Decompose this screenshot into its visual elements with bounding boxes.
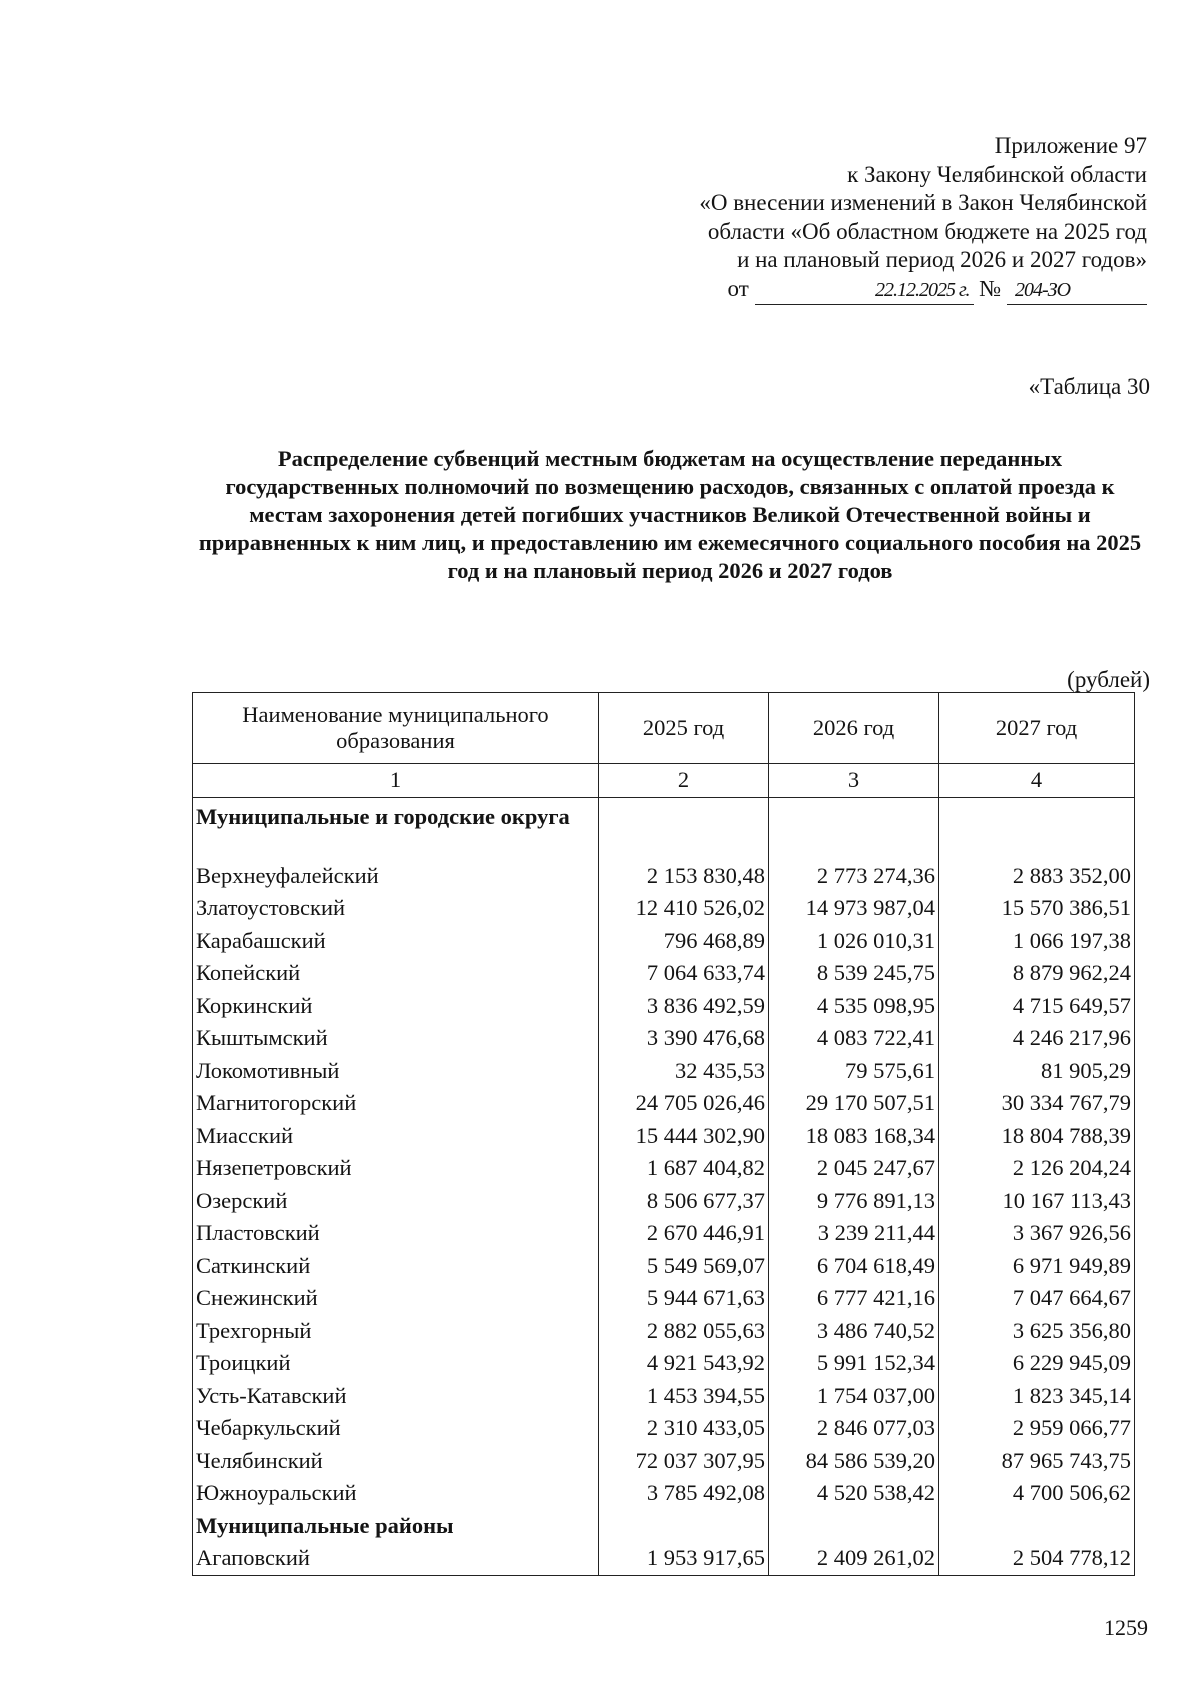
amount-2025: 5 944 671,63: [599, 1282, 769, 1315]
municipality-name: Южноуральский: [193, 1477, 599, 1510]
amount-2026: 6 704 618,49: [769, 1250, 939, 1283]
column-number: 2: [599, 764, 769, 798]
municipality-name: Агаповский: [193, 1542, 599, 1575]
appendix-line: к Закону Челябинской области: [847, 161, 1147, 187]
section-title: Муниципальные районы: [193, 1510, 599, 1543]
amount-2027: 10 167 113,43: [939, 1185, 1135, 1218]
empty-cell: [769, 797, 939, 860]
header-2025: 2025 год: [599, 693, 769, 764]
table-row: [193, 1542, 1135, 1575]
amount-2025: 72 037 307,95: [599, 1445, 769, 1478]
municipality-name: Златоустовский: [193, 892, 599, 925]
law-date: 22.12.2025 г.: [755, 276, 974, 306]
amount-2026: 18 083 168,34: [769, 1120, 939, 1153]
amount-2026: 79 575,61: [769, 1055, 939, 1088]
table-row: [193, 1185, 1135, 1218]
municipality-name: Миасский: [193, 1120, 599, 1153]
empty-cell: [939, 797, 1135, 860]
section-title: Муниципальные и городские округа: [193, 797, 599, 860]
amount-2026: 1 754 037,00: [769, 1380, 939, 1413]
amount-2025: 3 836 492,59: [599, 990, 769, 1023]
amount-2025: 32 435,53: [599, 1055, 769, 1088]
amount-2027: 6 229 945,09: [939, 1347, 1135, 1380]
municipality-name: Усть-Катавский: [193, 1380, 599, 1413]
units-label: (рублей): [1067, 667, 1150, 692]
table-label: «Таблица 30: [1028, 374, 1150, 399]
municipality-name: Карабашский: [193, 925, 599, 958]
amount-2026: 8 539 245,75: [769, 957, 939, 990]
header-2026: 2026 год: [769, 693, 939, 764]
table-row: [193, 860, 1135, 893]
table-row: [193, 990, 1135, 1023]
amount-2026: 4 520 538,42: [769, 1477, 939, 1510]
number-label: №: [979, 275, 1002, 301]
municipality-name: Магнитогорский: [193, 1087, 599, 1120]
empty-cell: [769, 1510, 939, 1543]
municipality-name: Чебаркульский: [193, 1412, 599, 1445]
amount-2027: 8 879 962,24: [939, 957, 1135, 990]
municipality-name: Саткинский: [193, 1250, 599, 1283]
amount-2026: 2 409 261,02: [769, 1542, 939, 1575]
table-row: [193, 1347, 1135, 1380]
table-row: [193, 1250, 1135, 1283]
table-row: [193, 1380, 1135, 1413]
table-row: [193, 1152, 1135, 1185]
table-row: [193, 1477, 1135, 1510]
table-row: [193, 1445, 1135, 1478]
table-header-row: [193, 693, 1135, 764]
amount-2026: 14 973 987,04: [769, 892, 939, 925]
amount-2025: 1 953 917,65: [599, 1542, 769, 1575]
municipality-name: Коркинский: [193, 990, 599, 1023]
amount-2026: 6 777 421,16: [769, 1282, 939, 1315]
table-row: [193, 925, 1135, 958]
amount-2025: 3 785 492,08: [599, 1477, 769, 1510]
amount-2027: 3 625 356,80: [939, 1315, 1135, 1348]
table-row: [193, 1412, 1135, 1445]
table-row: [193, 1315, 1135, 1348]
amount-2027: 7 047 664,67: [939, 1282, 1135, 1315]
amount-2027: 3 367 926,56: [939, 1217, 1135, 1250]
empty-cell: [599, 797, 769, 860]
table-row: [193, 892, 1135, 925]
amount-2025: 796 468,89: [599, 925, 769, 958]
amount-2027: 30 334 767,79: [939, 1087, 1135, 1120]
appendix-line: и на плановый период 2026 и 2027 годов»: [737, 247, 1147, 272]
amount-2027: 1 066 197,38: [939, 925, 1135, 958]
column-number: 3: [769, 764, 939, 798]
amount-2027: 2 504 778,12: [939, 1542, 1135, 1575]
amount-2025: 2 153 830,48: [599, 860, 769, 893]
amount-2027: 4 715 649,57: [939, 990, 1135, 1023]
amount-2025: 12 410 526,02: [599, 892, 769, 925]
amount-2026: 2 773 274,36: [769, 860, 939, 893]
amount-2027: 87 965 743,75: [939, 1445, 1135, 1478]
amount-2026: 5 991 152,34: [769, 1347, 939, 1380]
amount-2025: 3 390 476,68: [599, 1022, 769, 1055]
amount-2026: 3 486 740,52: [769, 1315, 939, 1348]
amount-2025: 1 453 394,55: [599, 1380, 769, 1413]
amount-2027: 6 971 949,89: [939, 1250, 1135, 1283]
section-header-row: [193, 1510, 1135, 1543]
column-number-row: [193, 764, 1135, 798]
municipality-name: Челябинский: [193, 1445, 599, 1478]
column-number: 1: [193, 764, 599, 798]
amount-2027: 2 959 066,77: [939, 1412, 1135, 1445]
amount-2026: 3 239 211,44: [769, 1217, 939, 1250]
section-header-row: [193, 797, 1135, 860]
empty-cell: [939, 1510, 1135, 1543]
amount-2025: 4 921 543,92: [599, 1347, 769, 1380]
amount-2027: 18 804 788,39: [939, 1120, 1135, 1153]
amount-2026: 29 170 507,51: [769, 1087, 939, 1120]
amount-2026: 9 776 891,13: [769, 1185, 939, 1218]
amount-2025: 2 882 055,63: [599, 1315, 769, 1348]
document-title: Распределение субвенций местным бюджетам на осуществление переданных государственных полномочий по возмещению расходов, связанных с оплатой проезда к местам захоронения детей погибших участников Великой Отечественной войны и приравненных к ним лиц, и предоставлению им ежемесячного социального пособия на 2025 год и на плановый период 2026 и 2027 годов: [198, 446, 1142, 583]
amount-2027: 81 905,29: [939, 1055, 1135, 1088]
amount-2026: 1 026 010,31: [769, 925, 939, 958]
table-row: [193, 1087, 1135, 1120]
amount-2027: 4 700 506,62: [939, 1477, 1135, 1510]
table-row: [193, 1055, 1135, 1088]
amount-2025: 2 670 446,91: [599, 1217, 769, 1250]
amount-2027: 1 823 345,14: [939, 1380, 1135, 1413]
law-number: 204-ЗО: [1007, 276, 1147, 306]
amount-2025: 7 064 633,74: [599, 957, 769, 990]
appendix-line: области «Об областном бюджете на 2025 год: [707, 218, 1147, 244]
amount-2025: 8 506 677,37: [599, 1185, 769, 1218]
amount-2026: 84 586 539,20: [769, 1445, 939, 1478]
table-row: [193, 1022, 1135, 1055]
from-label: от: [727, 275, 749, 301]
amount-2027: 4 246 217,96: [939, 1022, 1135, 1055]
header-municipality: Наименование муниципального образования: [193, 693, 599, 764]
municipality-name: Троицкий: [193, 1347, 599, 1380]
amount-2026: 4 083 722,41: [769, 1022, 939, 1055]
municipality-name: Пластовский: [193, 1217, 599, 1250]
municipality-name: Трехгорный: [193, 1315, 599, 1348]
appendix-line: «О внесении изменений в Закон Челябинской: [699, 190, 1147, 215]
table-row: [193, 1282, 1135, 1315]
municipality-name: Нязепетровский: [193, 1152, 599, 1185]
amount-2026: 4 535 098,95: [769, 990, 939, 1023]
empty-cell: [599, 1510, 769, 1543]
column-number: 4: [939, 764, 1135, 798]
table-row: [193, 957, 1135, 990]
municipality-name: Кыштымский: [193, 1022, 599, 1055]
table-row: [193, 1120, 1135, 1153]
municipality-name: Копейский: [193, 957, 599, 990]
municipality-name: Снежинский: [193, 1282, 599, 1315]
amount-2025: 24 705 026,46: [599, 1087, 769, 1120]
appendix-header: [699, 132, 1147, 305]
amount-2025: 1 687 404,82: [599, 1152, 769, 1185]
amount-2025: 5 549 569,07: [599, 1250, 769, 1283]
amount-2027: 15 570 386,51: [939, 892, 1135, 925]
subvention-table: [192, 692, 1135, 1576]
header-2027: 2027 год: [939, 693, 1135, 764]
appendix-line: Приложение 97: [994, 133, 1147, 158]
table-row: [193, 1217, 1135, 1250]
law-date-number: [699, 275, 1147, 306]
municipality-name: Озерский: [193, 1185, 599, 1218]
amount-2025: 15 444 302,90: [599, 1120, 769, 1153]
amount-2025: 2 310 433,05: [599, 1412, 769, 1445]
municipality-name: Локомотивный: [193, 1055, 599, 1088]
amount-2027: 2 883 352,00: [939, 860, 1135, 893]
amount-2026: 2 846 077,03: [769, 1412, 939, 1445]
amount-2027: 2 126 204,24: [939, 1152, 1135, 1185]
amount-2026: 2 045 247,67: [769, 1152, 939, 1185]
page-number: 1259: [1104, 1615, 1148, 1640]
municipality-name: Верхнеуфалейский: [193, 860, 599, 893]
